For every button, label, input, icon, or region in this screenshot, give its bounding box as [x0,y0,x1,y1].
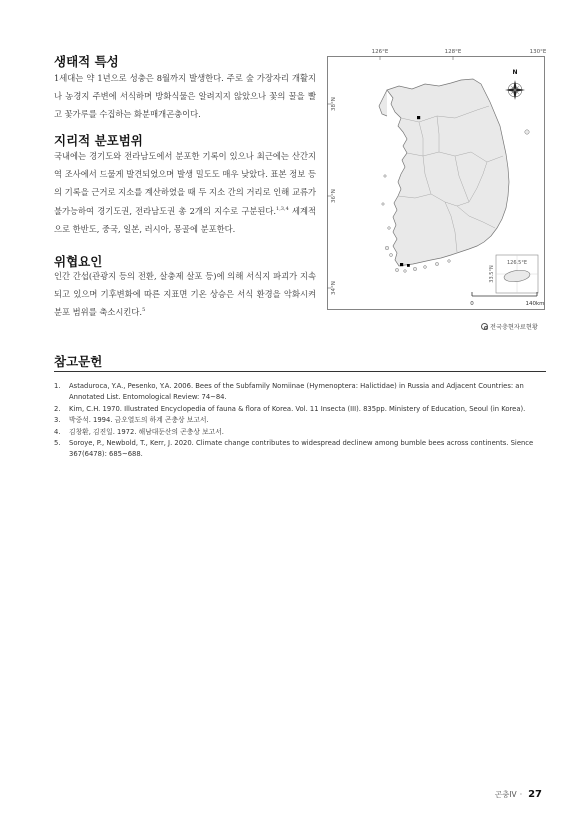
lat-label-34: 34°N [331,281,337,295]
reference-text: 김창환, 김진일. 1972. 해남대둔산의 곤충상 보고서. [69,427,224,436]
reference-number: 1. [54,382,61,390]
scale-start-label: 0 [470,301,474,307]
page-number: 27 [528,789,542,800]
lon-label-130: 130°E [529,49,547,55]
section-title-threats: 위협요인 [54,254,103,269]
reference-item [54,415,548,426]
lat-label-38: 38°N [331,97,337,111]
reference-list [54,381,548,461]
ulleungdo-island [525,130,529,134]
reference-item [54,404,548,415]
references-divider [54,371,546,372]
section-title-ecology: 생태적 특성 [54,54,119,69]
section-body-ecology: 1세대는 약 1년으로 성충은 8월까지 발생한다. 주로 숲 가장자리 개활지나 농경지 주변에 서식하며 방화식물은 알려지지 않았으나 꽃의 꿀을 빨고 꽃가루를 수집하는 화분매개곤충이다. [54,73,316,120]
reference-number: 4. [54,427,61,436]
section-title-distribution: 지리적 분포범위 [54,133,143,148]
threats-text: 인간 간섭(관광지 등의 전환, 살충제 살포 등)에 의해 서식지 파괴가 지속되고 있으며 기후변화에 따른 지표면 기온 상승은 서식 환경을 악화시켜 분포 범위를 축소시킨다. [54,271,316,318]
reference-item [54,438,548,461]
reference-text: Astaduroca, Y.A., Pesenko, Y.A. 2006. Bees of the Subfamily Nomiinae (Hymenoptera: Halictidae) in Russia and Adjacent Countries: an Annotated List. Entomological Review: 74~84. [69,382,524,402]
reference-number: 5. [54,439,61,448]
reference-text: 박중석. 1994. 금오열도의 하계 곤충상 보고서. [69,416,209,425]
lat-label-36: 36°N [331,189,337,203]
location-icon [481,323,488,330]
inset-lat-label: 33.5°N [489,265,495,283]
reference-number: 3. [54,416,61,425]
distribution-text-part2: 세계적으로 한반도, 중국, 일본, 러시아, 몽골에 분포한다. [54,205,316,234]
reference-number: 2. [54,404,61,413]
map-credit-text: 전국충현자료현황 [490,324,538,331]
section-body-distribution [54,147,316,238]
page-footer [495,789,542,800]
distribution-map [327,49,547,310]
references-title: 참고문헌 [54,354,103,369]
reference-text: Soroye, P., Newbold, T., Kerr, J. 2020. Climate change contributes to widespread declinew among bumble bees across continents. Sience 367(6478): 685~688. [69,439,534,459]
section-body-threats [54,267,316,322]
scale-end-label: 140km [525,301,545,307]
citation-superscript: 5 [142,307,146,314]
map-credit [481,322,538,331]
reference-item [54,427,548,438]
north-label: N [512,69,518,76]
footer-separator: · [519,790,523,799]
reference-item [54,381,548,404]
reference-text: Kim, C.H. 1970. Illustrated Encyclopedia of fauna & flora of Korea. Vol. 11 Insecta (III). 835pp. Ministery of Education, Seoul (in Korea). [69,404,526,413]
lon-label-126: 126°E [371,49,389,55]
lon-label-128: 128°E [444,49,462,55]
book-title: 곤충IV [494,790,517,799]
citation-superscript: 1,3,4 [276,205,289,212]
inset-lon-label: 126.5°E [507,260,527,266]
distribution-text-part1: 국내에는 경기도와 전라남도에서 분포한 기록이 있으나 최근에는 산간지역 조사에서 드물게 발견되었으며 발생 밀도도 매우 낮았다. 표본 정보 등의 기록을 근거로 지소를 계산하였을 때 두 지소 간의 거리로 인해 교류가 불가능하여 경기도권, 전라남도권 총 2개의 지수로 구분된다. [54,151,316,216]
